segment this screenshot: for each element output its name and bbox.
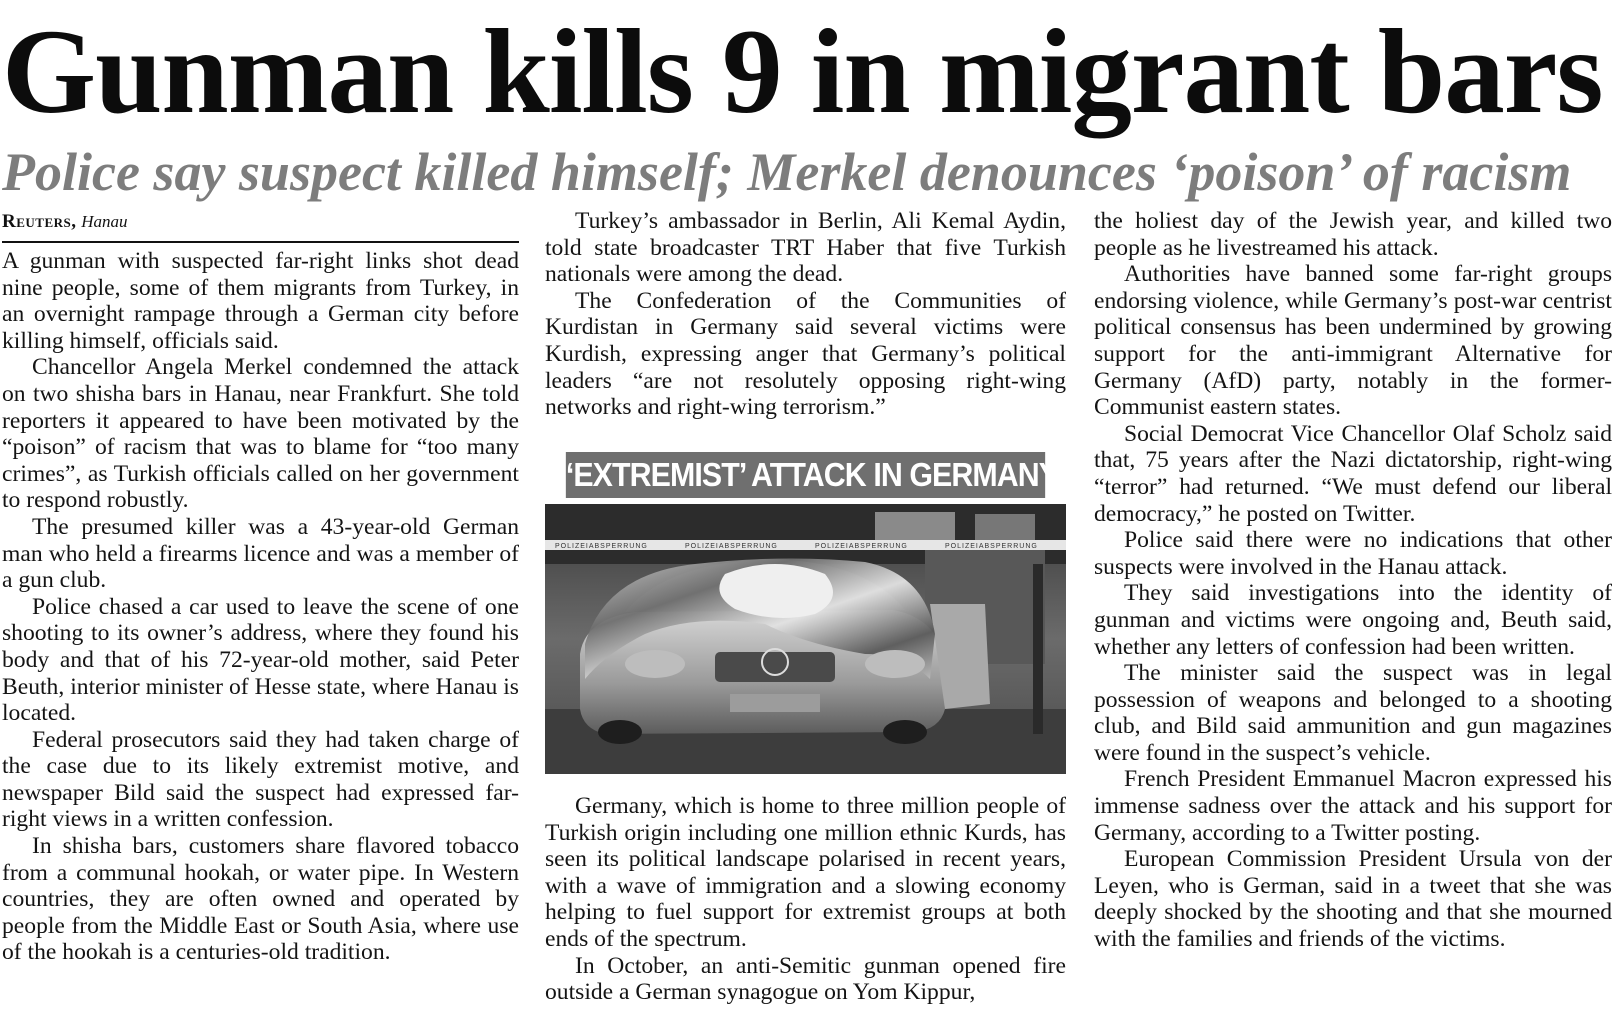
window-light [975, 514, 1035, 540]
car-headlight [865, 650, 925, 678]
police-tape-text: POLIZEIABSPERRUNG [815, 543, 908, 550]
news-graphic [545, 452, 1066, 780]
paragraph: Police said there were no indications that other suspects were involved in the Hanau attack. [1094, 527, 1612, 580]
crime-scene-photo [545, 504, 1066, 774]
license-plate [730, 694, 820, 712]
paragraph: Authorities have banned some far-right groups endorsing violence, while Germany’s post-war centrist political consensus has been undermined by growing support for the anti-immigrant Alternative for Germany (AfD) party, notably in the former-Communist eastern states. [1094, 261, 1612, 421]
tree-trunk [1033, 564, 1043, 734]
paragraph: The Confederation of the Communities of Kurdistan in Germany said several victims were Kurdish, expressing anger that Germany’s political leaders “are not resolutely opposing right-wing networks and right-wing terrorism.” [545, 287, 1066, 421]
graphic-title: ‘EXTREMIST’ ATTACK IN GERMANY [566, 452, 1045, 498]
paragraph: Chancellor Angela Merkel condemned the attack on two shisha bars in Hanau, near Frankfurt. She told reporters it appeared to have been motivated by the “poison” of racism that was to blame for “too many crimes”, as Turkish officials called on her government to respond robustly. [2, 354, 519, 514]
paragraph: European Commission President Ursula von der Leyen, who is German, said in a tweet that she was deeply shocked by the shooting and that she mourned with the families and friends of the victims. [1094, 846, 1612, 953]
article-column-1 [2, 248, 519, 966]
paragraph: The minister said the suspect was in legal possession of weapons and belonged to a shooting club, and Bild said ammunition and gun magazines were found in the suspect’s vehicle. [1094, 660, 1612, 766]
headline: Gunman kills 9 in migrant bars [2, 5, 1603, 139]
paragraph: In shisha bars, customers share flavored tobacco from a communal hookah, or water pipe. In Western countries, they are often owned and operated by people from the Middle East or South Asia, where use of the hookah is a centuries-old tradition. [2, 833, 519, 966]
paragraph: They said investigations into the identity of gunman and victims were ongoing and, Beuth said, whether any letters of confession had been written. [1094, 580, 1612, 660]
paragraph: The presumed killer was a 43-year-old German man who held a firearms licence and was a member of a gun club. [2, 513, 519, 594]
article-column-2-top [545, 208, 1066, 421]
byline-location: Hanau [81, 212, 128, 231]
car-wheel [598, 720, 642, 744]
subheadline: Police say suspect killed himself; Merkel denounces ‘poison’ of racism [2, 142, 1572, 202]
article-column-2-bottom [545, 793, 1066, 1006]
paragraph: Police chased a car used to leave the scene of one shooting to its owner’s address, where they found his body and that of his 72-year-old mother, said Peter Beuth, interior minister of Hesse state, where Hanau is located. [2, 593, 519, 727]
window-light [875, 512, 955, 542]
police-tape-text: POLIZEIABSPERRUNG [945, 543, 1038, 550]
police-tape-text: POLIZEIABSPERRUNG [555, 543, 648, 550]
paragraph: Germany, which is home to three million people of Turkish origin including one million ethnic Kurds, has seen its political landscape polarised in recent years, with a wave of immigration and a slowing economy helping to fuel support for extremist groups at both ends of the spectrum. [545, 793, 1066, 952]
paragraph: In October, an anti-Semitic gunman opened fire outside a German synagogue on Yom Kippur, [545, 952, 1066, 1006]
byline-agency: Reuters, [2, 211, 77, 232]
car-grille [715, 652, 835, 682]
paragraph: French President Emmanuel Macron expressed his immense sadness over the attack and his support for Germany, according to a Twitter posting. [1094, 766, 1612, 846]
police-tape-text: POLIZEIABSPERRUNG [685, 543, 778, 550]
article-column-3 [1094, 208, 1612, 953]
paragraph: the holiest day of the Jewish year, and killed two people as he livestreamed his attack. [1094, 208, 1612, 261]
car-headlight [625, 650, 685, 678]
byline [2, 209, 519, 243]
paragraph: Federal prosecutors said they had taken charge of the case due to its likely extremist motive, and newspaper Bild said the suspect had expressed far-right views in a written confession. [2, 726, 519, 833]
paragraph: A gunman with suspected far-right links shot dead nine people, some of them migrants from Turkey, in an overnight rampage through a German city before killing himself, officials said. [2, 248, 519, 354]
paragraph: Social Democrat Vice Chancellor Olaf Scholz said that, 75 years after the Nazi dictatorship, right-wing “terror” had returned. “We must defend our liberal democracy,” he posted on Twitter. [1094, 420, 1612, 527]
paragraph: Turkey’s ambassador in Berlin, Ali Kemal Aydin, told state broadcaster TRT Haber that five Turkish nationals were among the dead. [545, 208, 1066, 288]
car-wheel [883, 720, 927, 744]
